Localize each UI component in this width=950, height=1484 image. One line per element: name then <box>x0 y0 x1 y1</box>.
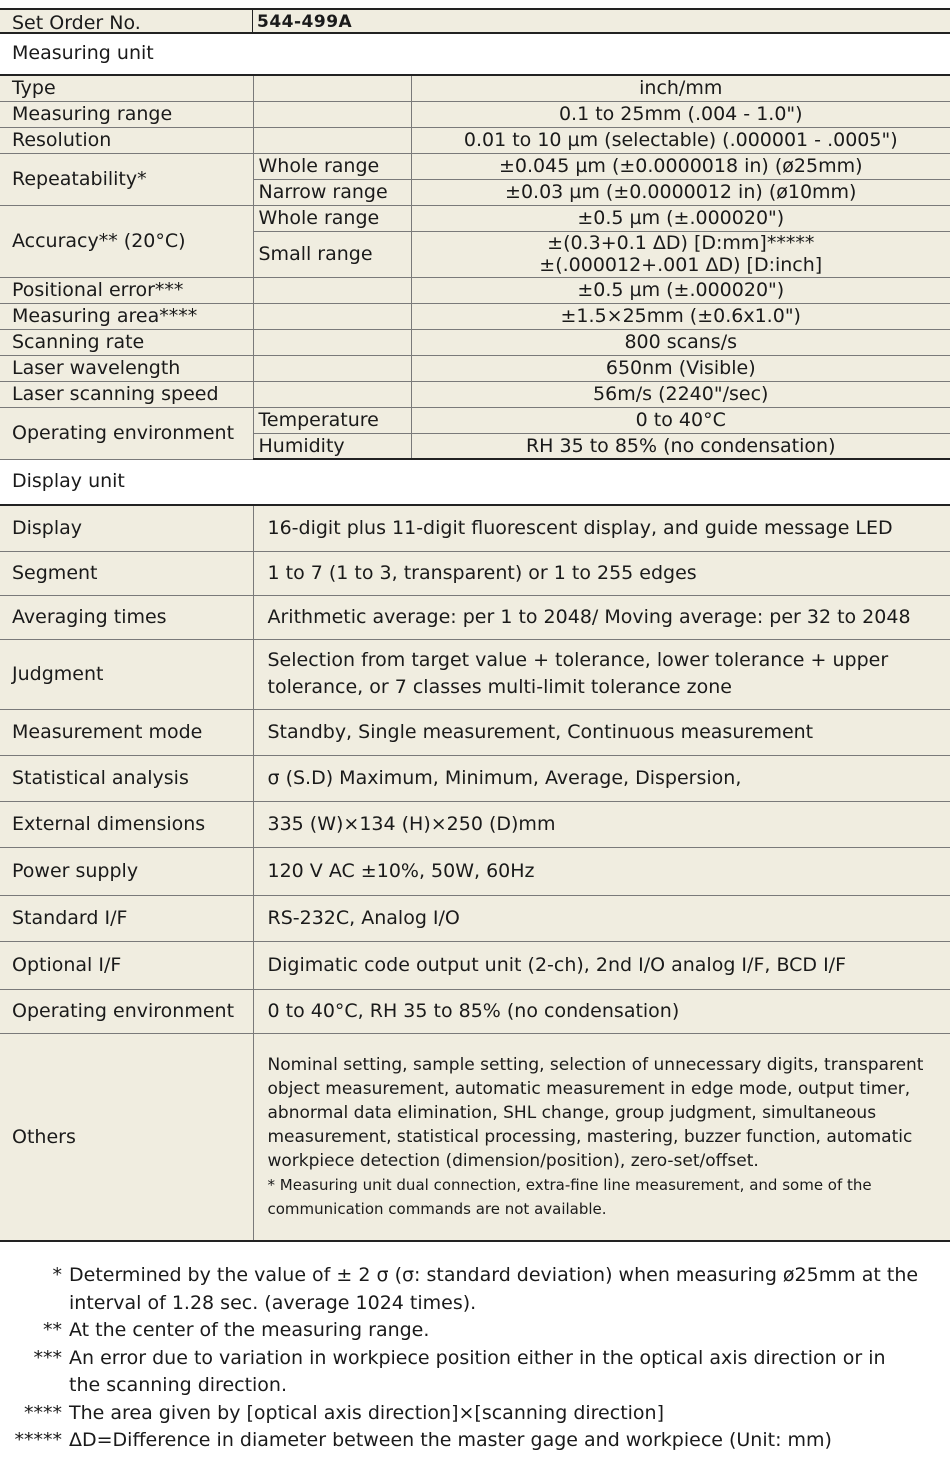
table-row <box>0 709 950 755</box>
spec-value: RS-232C, Analog I/O <box>253 895 950 941</box>
footnote-text: The area given by [optical axis direction]×[scanning direction] <box>69 1401 665 1424</box>
spec-value: Arithmetic average: per 1 to 2048/ Moving average: per 32 to 2048 <box>253 595 950 639</box>
spec-value: ±0.03 µm (±0.0000012 in) (ø10mm) <box>411 179 950 205</box>
table-row <box>0 329 950 355</box>
table-row <box>0 895 950 941</box>
spec-sub <box>253 329 411 355</box>
spec-key: Accuracy** (20°C) <box>0 205 253 277</box>
spec-value: 0 to 40°C <box>411 407 950 433</box>
footnote <box>0 1317 950 1345</box>
spec-key: Averaging times <box>0 595 253 639</box>
spec-sub: Humidity <box>253 433 411 459</box>
spec-sub <box>253 75 411 101</box>
spec-sub <box>253 277 411 303</box>
table-row <box>0 205 950 231</box>
display-unit-title: Display unit <box>12 470 125 492</box>
spec-value: Selection from target value + tolerance, lower tolerance + upper tolerance, or 7 classes multi-limit tolerance zone <box>253 639 950 709</box>
spec-value: ±0.5 µm (±.000020") <box>411 205 950 231</box>
spec-sub <box>253 355 411 381</box>
spec-value: 0.1 to 25mm (.004 - 1.0") <box>411 101 950 127</box>
spec-value: 800 scans/s <box>411 329 950 355</box>
spec-key: Resolution <box>0 127 253 153</box>
footnote-mark: * <box>52 1264 62 1286</box>
spec-sub <box>253 101 411 127</box>
spec-value <box>411 231 950 277</box>
spec-value: 56m/s (2240"/sec) <box>411 381 950 407</box>
footnote-mark: ** <box>43 1319 62 1341</box>
table-row <box>0 127 950 153</box>
table-row <box>0 847 950 895</box>
table-row <box>0 639 950 709</box>
spec-sub: Temperature <box>253 407 411 433</box>
spec-value: ±0.045 µm (±0.0000018 in) (ø25mm) <box>411 153 950 179</box>
spec-sub: Whole range <box>253 153 411 179</box>
spec-value-line: ±(.000012+.001 ΔD) [D:inch] <box>539 254 823 276</box>
table-row <box>0 303 950 329</box>
footnote-text: ΔD=Difference in diameter between the master gage and workpiece (Unit: mm) <box>69 1429 832 1451</box>
spec-sub: Whole range <box>253 205 411 231</box>
spec-sub <box>253 127 411 153</box>
spec-value: 335 (W)×134 (H)×250 (D)mm <box>253 801 950 847</box>
table-row <box>0 101 950 127</box>
spec-value: 120 V AC ±10%, 50W, 60Hz <box>253 847 950 895</box>
table-row <box>0 801 950 847</box>
footnote <box>0 1400 950 1428</box>
spec-value: 1 to 7 (1 to 3, transparent) or 1 to 255 edges <box>253 551 950 595</box>
others-text: Nominal setting, sample setting, selection of unnecessary digits, transparent object measurement, automatic measurement in edge mode, output timer, abnormal data elimination, SHL change, group judgment, simultaneous measurement, statistical processing, mastering, buzzer function, automatic workpiece detection (dimension/position), zero-set/offset. <box>267 1054 924 1171</box>
footnote <box>0 1345 950 1400</box>
table-row <box>0 551 950 595</box>
spec-key: Repeatability* <box>0 153 253 205</box>
spec-sub <box>253 381 411 407</box>
spec-value: 0 to 40°C, RH 35 to 85% (no condensation) <box>253 989 950 1033</box>
spec-key: Segment <box>0 551 253 595</box>
table-row <box>0 381 950 407</box>
spec-key: Measuring range <box>0 101 253 127</box>
spec-key: Optional I/F <box>0 941 253 989</box>
spec-value: Digimatic code output unit (2-ch), 2nd I/O analog I/F, BCD I/F <box>253 941 950 989</box>
footnote-mark: **** <box>24 1401 62 1424</box>
spec-key: Laser wavelength <box>0 355 253 381</box>
footnote-mark: ***** <box>14 1429 62 1451</box>
spec-key: External dimensions <box>0 801 253 847</box>
spec-key: Power supply <box>0 847 253 895</box>
display-unit-table <box>0 504 950 1242</box>
spec-key: Positional error*** <box>0 277 253 303</box>
spec-sub: Narrow range <box>253 179 411 205</box>
spec-value: inch/mm <box>411 75 950 101</box>
header-divider <box>252 10 253 32</box>
spec-key: Operating environment <box>0 989 253 1033</box>
footnote-text: Determined by the value of ± 2 σ (σ: standard deviation) when measuring ø25mm at the interval of 1.28 sec. (average 1024 times). <box>69 1264 919 1314</box>
spec-key: Operating environment <box>0 407 253 459</box>
spec-sub: Small range <box>253 231 411 277</box>
footnote-mark: *** <box>33 1346 62 1369</box>
spec-key: Scanning rate <box>0 329 253 355</box>
spec-value: ±1.5×25mm (±0.6x1.0") <box>411 303 950 329</box>
spec-value: 650nm (Visible) <box>411 355 950 381</box>
table-row <box>0 277 950 303</box>
spec-key: Display <box>0 505 253 551</box>
table-row <box>0 941 950 989</box>
footnote-text: An error due to variation in workpiece position either in the optical axis direction or in the scanning direction. <box>69 1346 886 1396</box>
measuring-unit-table <box>0 74 950 460</box>
table-row <box>0 595 950 639</box>
footnote <box>0 1427 950 1455</box>
spec-value: Standby, Single measurement, Continuous measurement <box>253 709 950 755</box>
spec-key: Statistical analysis <box>0 755 253 801</box>
table-row <box>0 989 950 1033</box>
spec-key: Type <box>0 75 253 101</box>
spec-value-line: ±(0.3+0.1 ΔD) [D:mm]***** <box>547 232 815 254</box>
table-row <box>0 407 950 433</box>
spec-value: 16-digit plus 11-digit fluorescent display, and guide message LED <box>253 505 950 551</box>
spec-key: Laser scanning speed <box>0 381 253 407</box>
spec-value: 0.01 to 10 µm (selectable) (.000001 - .0005") <box>411 127 950 153</box>
spec-key: Measurement mode <box>0 709 253 755</box>
spec-key: Others <box>0 1033 253 1241</box>
table-row <box>0 1033 950 1241</box>
table-row <box>0 505 950 551</box>
table-row <box>0 355 950 381</box>
footnote <box>0 1262 950 1317</box>
set-order-header <box>0 8 950 34</box>
spec-key: Measuring area**** <box>0 303 253 329</box>
table-row <box>0 153 950 179</box>
spec-sub <box>253 303 411 329</box>
spec-key: Judgment <box>0 639 253 709</box>
table-row <box>0 755 950 801</box>
footnote-text: At the center of the measuring range. <box>69 1319 430 1341</box>
set-order-number: 544-499A <box>257 12 353 32</box>
footnotes <box>0 1262 950 1455</box>
spec-value: RH 35 to 85% (no condensation) <box>411 433 950 459</box>
spec-key: Standard I/F <box>0 895 253 941</box>
others-note: * Measuring unit dual connection, extra-fine line measurement, and some of the communication commands are not available. <box>267 1175 872 1218</box>
measuring-unit-title: Measuring unit <box>12 42 154 64</box>
spec-value <box>253 1033 950 1241</box>
set-order-label: Set Order No. <box>12 12 141 34</box>
table-row <box>0 75 950 101</box>
spec-value: ±0.5 µm (±.000020") <box>411 277 950 303</box>
spec-value: σ (S.D) Maximum, Minimum, Average, Dispersion, <box>253 755 950 801</box>
